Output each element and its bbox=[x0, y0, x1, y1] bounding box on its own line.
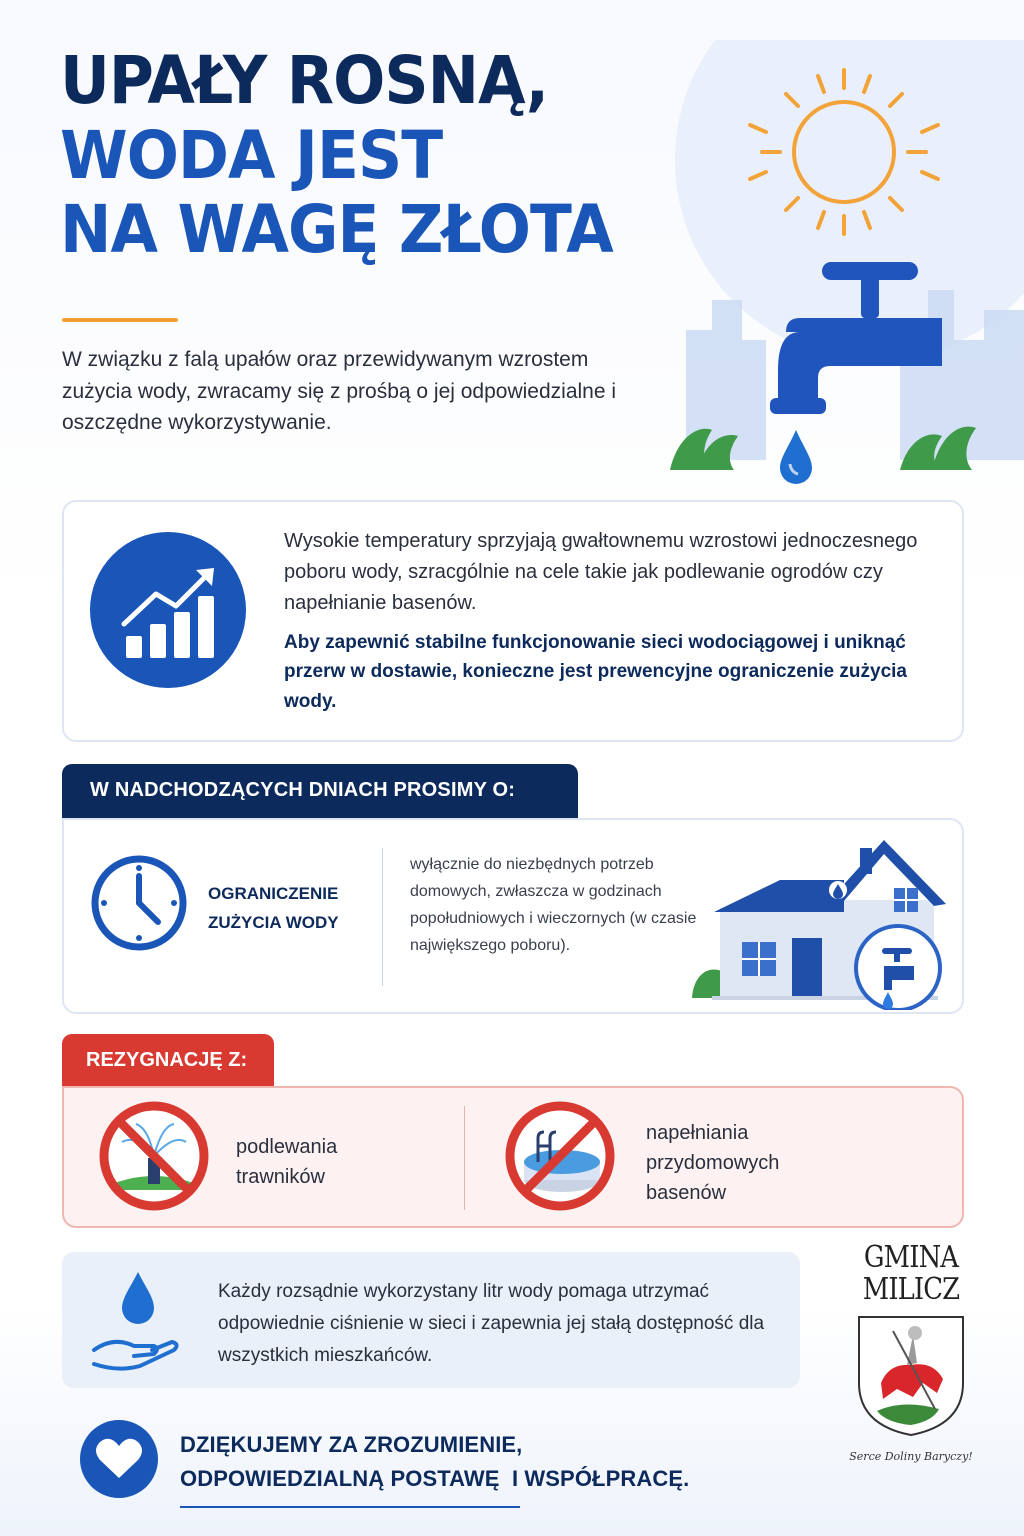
request-header: W NADCHODZĄCYCH DNIACH PROSIMY O: bbox=[62, 764, 578, 818]
title-line-3: NA WAGĘ ZŁOTA bbox=[60, 191, 613, 269]
heart-icon bbox=[80, 1420, 158, 1498]
crest-title-2: MILICZ bbox=[862, 1272, 960, 1308]
water-drop-icon bbox=[780, 430, 812, 484]
crest-icon bbox=[853, 1313, 969, 1439]
crest-motto: Serce Doliny Baryczy! bbox=[849, 1449, 973, 1463]
hero-illustration bbox=[650, 40, 1024, 500]
thanks-line-1: DZIĘKUJEMY ZA ZROZUMIENIE, bbox=[180, 1432, 523, 1457]
title-underline bbox=[62, 318, 178, 322]
thanks-text bbox=[180, 1428, 689, 1496]
crest-title-1: GMINA bbox=[863, 1240, 959, 1275]
title-line-2: WODA JEST bbox=[60, 116, 443, 194]
info-text: Wysokie temperatury sprzyjają gwałtownemu wzrostowi jednoczesnego poboru wody, szracgólnie na cele takie jak podlewanie ogrodów czy napełnianie basenów. bbox=[284, 530, 918, 614]
clock-icon bbox=[88, 852, 190, 954]
chart-growth-icon bbox=[90, 532, 246, 688]
request-card bbox=[62, 818, 964, 1014]
thanks-line-2: ODPOWIEDZIALNĄ POSTAWĘ I WSPÓŁPRACĘ. bbox=[180, 1466, 690, 1492]
tip-text: Każdy rozsądnie wykorzystany litr wody pomaga utrzymać odpowiednie ciśnienie w sieci i zapewnia jej stałą dostępność dla wszystkich mieszkańców. bbox=[218, 1281, 765, 1366]
no-sprinkler-icon bbox=[96, 1098, 212, 1214]
gmina-crest bbox=[836, 1242, 986, 1482]
divider bbox=[382, 848, 383, 986]
resign-card bbox=[62, 1086, 964, 1228]
info-card bbox=[62, 500, 964, 742]
title-line-1: UPAŁY ROSNĄ, bbox=[60, 42, 549, 119]
resign-header: REZYGNACJĘ Z: bbox=[62, 1034, 274, 1086]
intro-text: W związku z falą upałów oraz przewidywanym wzrostem zużycia wody, zwracamy się z prośbą o jej odpowiedzialne i oszczędne wykorzystywanie. bbox=[62, 348, 617, 434]
house-icon bbox=[684, 830, 946, 1010]
tip-card bbox=[62, 1252, 800, 1388]
limit-text: wyłącznie do niezbędnych potrzeb domowych, zwłaszcza w godzinach popołudniowych i wieczornych (w czasie największego poboru). bbox=[410, 856, 697, 954]
resign-item-lawns: podlewania trawników bbox=[236, 1136, 338, 1188]
divider bbox=[464, 1106, 465, 1210]
resign-item-pools: napełniania przydomowych basenów bbox=[646, 1122, 780, 1204]
thanks-underline bbox=[180, 1506, 520, 1508]
no-pool-icon bbox=[502, 1098, 618, 1214]
water-hand-icon bbox=[88, 1266, 184, 1376]
info-bold-text: Aby zapewnić stabilne funkcjonowanie sieci wodociągowej i uniknąć przerw w dostawie, konieczne jest prewencyjne ograniczenie zużycia wody. bbox=[284, 632, 907, 712]
limit-label: OGRANICZENIE ZUŻYCIA WODY bbox=[208, 884, 339, 932]
